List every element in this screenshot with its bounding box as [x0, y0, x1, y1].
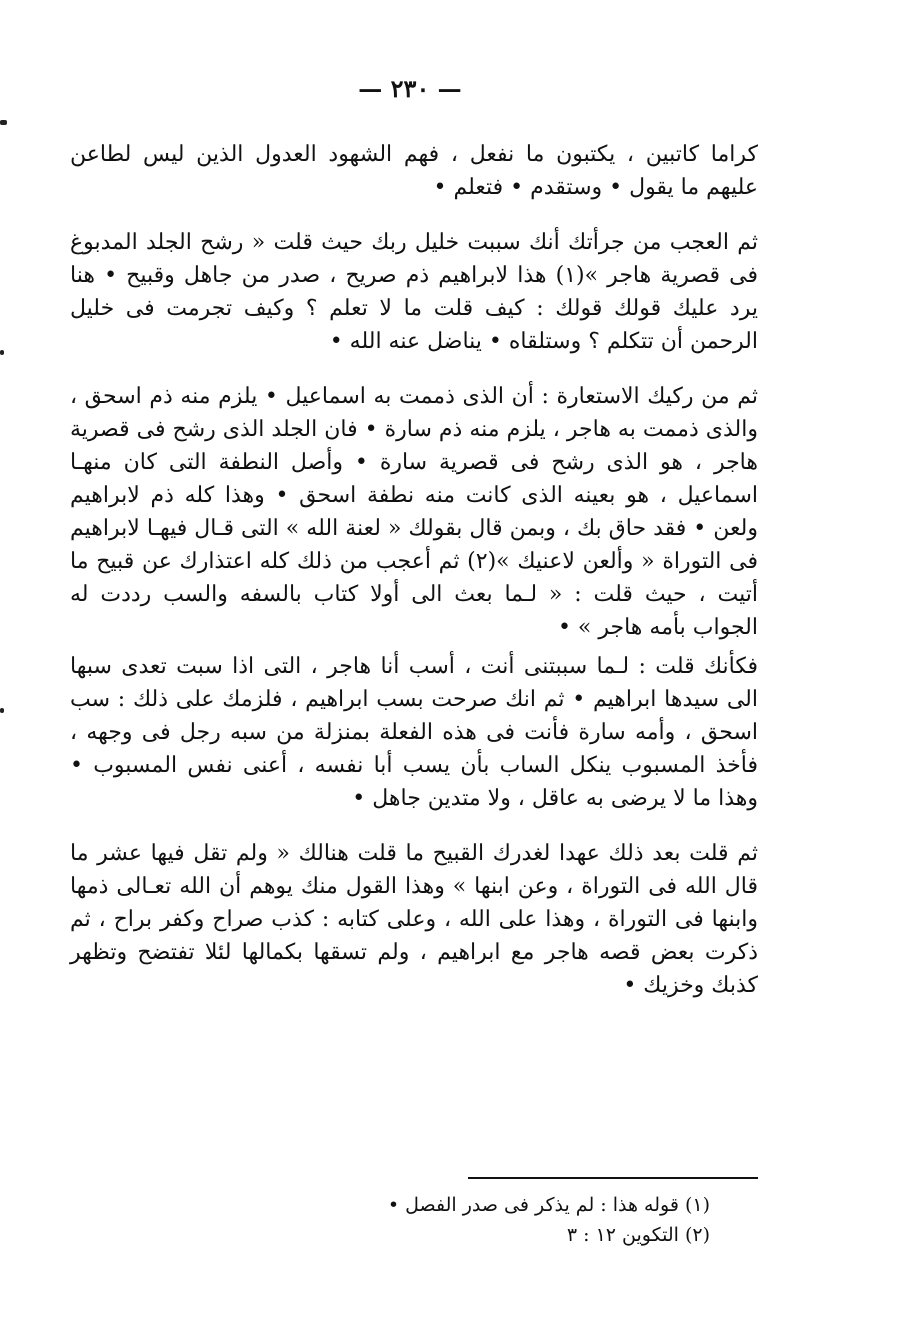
page-number: — ٢٣٠ — — [358, 74, 462, 103]
body-text — [70, 138, 758, 1002]
footnote: (١) قوله هذا : لم يذكر فى صدر الفصل • — [387, 1194, 710, 1216]
paragraph: ثم من ركيك الاستعارة : أن الذى ذممت به اسماعيل • يلزم منه ذم اسحق ، والذى ذممت به هاجر ، يلزم منه ذم سارة • فان الجلد الذى رشح فى قصرية هاجر ، هو الذى رشح فى قصرية سارة • وأصل النطفة التى كان منهـا اسماعيل ، هو بعينه الذى كانت منه نطفة اسحق • وهذا كله ذم لابراهيم ولعن • فقد حاق بك ، وبمن قال بقولك « لعنة الله » التى قـال فيهـا لابراهيم فى التوراة « وألعن لاعنيك »(٢) ثم أعجب من ذلك كله اعتذارك عن قبيح ما أتيت ، حيث قلت : « لـما بعث الى أولا كتاب بالسفه والسب رددت له الجواب بأمه هاجر » • — [70, 384, 758, 640]
paragraph: ثم قلت بعد ذلك عهدا لغدرك القبيح ما قلت هنالك « ولم تقل فيها عشر ما قال الله فى التوراة ، وعن ابنها » وهذا القول منك يوهم أن الله تعـالى ذمها وابنها فى التوراة ، وهذا على الله ، وعلى كتابه : كذب صراح وكفر براح ، ثم ذكرت بعض قصه هاجر مع ابراهيم ، ولم تسقها بكمالها لئلا تفتضح وتظهر كذبك وخزيك • — [70, 841, 758, 998]
scan-margin-mark — [0, 708, 4, 713]
footnote-divider — [468, 1177, 758, 1179]
footnotes — [300, 1190, 710, 1250]
paragraph: كراما كاتبين ، يكتبون ما نفعل ، فهم الشهود العدول الذين ليس لطاعن عليهم ما يقول • وستقدم • فتعلم • — [70, 142, 758, 200]
paragraph: فكأنك قلت : لـما سببتنى أنت ، أسب أنا هاجر ، التى اذا سبت تعدى سبها الى سيدها ابراهيم • ثم انك صرحت بسب ابراهيم ، فلزمك على ذلك : سب اسحق ، وأمه سارة فأنت فى هذه الفعلة بمنزلة من سبه رجل فى وجهه ، فأخذ المسبوب ينكل الساب بأن يسب أبا نفسه ، أعنى نفس المسبوب • وهذا ما لا يرضى به عاقل ، ولا متدين جاهل • — [70, 654, 758, 811]
footnote: (٢) التكوين ١٢ : ٣ — [566, 1224, 710, 1246]
paragraph: ثم العجب من جرأتك أنك سببت خليل ربك حيث قلت « رشح الجلد المدبوغ فى قصرية هاجر »(١) هذا لابراهيم ذم صريح ، صدر من جاهل وقبيح • هنا يرد عليك قولك قولك : كيف قلت ما لا تعلم ؟ وكيف تجرمت فى خليل الرحمن أن تتكلم ؟ وستلقاه • يناضل عنه الله • — [70, 230, 758, 354]
scan-margin-mark — [0, 350, 4, 355]
scan-margin-mark — [0, 120, 7, 125]
